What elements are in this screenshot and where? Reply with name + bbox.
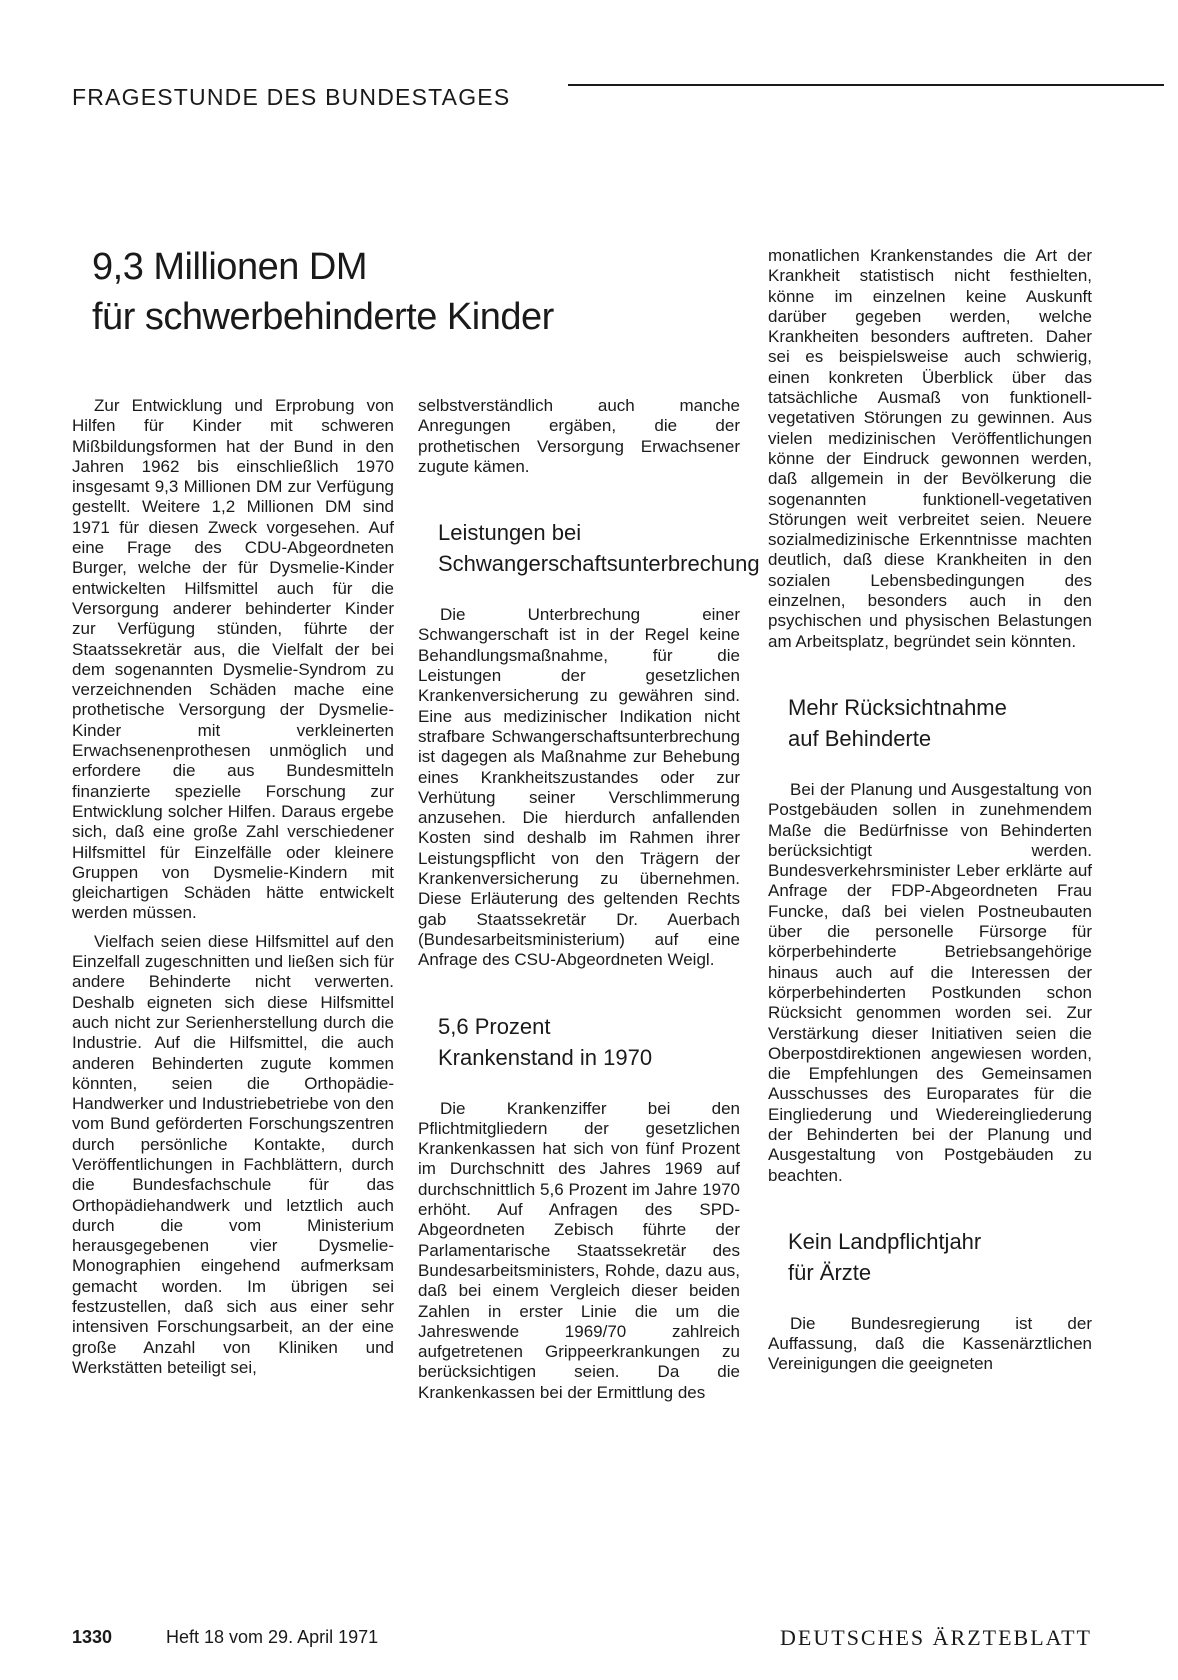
issue-info: Heft 18 vom 29. April 1971 [166, 1627, 379, 1647]
paragraph: Vielfach seien diese Hilfsmittel auf den Einzelfall zugeschnitten und ließen sich für andere Behinderte nicht verwerten. Deshalb eigneten sich diese Hilfsmittel auch nicht zur Serienherstellung durch die Industrie. Auf die Hilfsmittel, die auch anderen Behinderten zugute kommen könnten, seien die Orthopädie-Handwerker und Industriebetriebe von den vom Bund geförderten Forschungszentren durch persönliche Kontakte, durch Veröffentlichungen in Fachblättern, durch die Bundesfachschule für das Orthopädiehandwerk und letztlich auch durch die vom Ministerium herausgegebenen vier Dysmelie-Monographien eingehend aufmerksam gemacht worden. Im übrigen sei festzustellen, daß sich aus einer sehr intensiven Forschungsarbeit, an der eine große Anzahl von Kliniken und Werkstätten beteiligt sei, [72, 931, 394, 1377]
subheading-krankenstand [438, 1011, 740, 1073]
page-number: 1330 [72, 1627, 113, 1647]
subheading-landpflichtjahr [788, 1226, 1092, 1288]
subheading-line: für Ärzte [788, 1259, 872, 1285]
subheading-leistungen: Leistungen bei Schwangerschaftsunterbrechung [438, 520, 760, 577]
page-header [72, 84, 1092, 114]
journal-name: DEUTSCHES ÄRZTEBLATT [780, 1625, 1092, 1650]
subheading-line: Krankenstand in 1970 [438, 1044, 653, 1070]
page-footer [72, 1627, 1092, 1657]
header-rule [568, 84, 1164, 86]
section-title: FRAGESTUNDE DES BUNDESTAGES [72, 84, 511, 110]
subheading-line: Mehr Rücksichtnahme [788, 694, 1007, 720]
paragraph: monatlichen Krankenstandes die Art der Krankheit statistisch nicht festhielten, könne im einzelnen keine Auskunft darüber gegeben werden, welche Krankheiten besonders auftreten. Daher sei es beispielsweise auch schwierig, einen konkreten Überblick über das tatsächliche Ausmaß von funktionell-vegetativen Störungen zu gewinnen. Aus vielen medizinischen Veröffentlichungen könne der Eindruck gewonnen werden, daß allgemein in der Bevölkerung die sogenannten funktionell-vegetativen Störungen weit verbreitet seien. Neuere sozialmedizinische Erkenntnisse machten deutlich, daß diese Krankheiten in den sozialen Lebensbedingungen des einzelnen, besonders auch in den psychischen und physischen Belastungen am Arbeitsplatz, begründet sein könnten. [768, 246, 1092, 651]
text-column-1 [72, 396, 394, 1378]
subheading-line: 5,6 Prozent [438, 1013, 551, 1039]
text-column-3 [768, 246, 1092, 1375]
article-title-line1: 9,3 Millionen DM [92, 246, 367, 288]
article-title-line2: für schwerbehinderte Kinder [92, 296, 554, 338]
text-column-2 [418, 396, 760, 1403]
subheading-line: auf Behinderte [788, 725, 932, 751]
paragraph: Die Bundesregierung ist der Auffassung, daß die Kassenärztlichen Vereinigungen die geeigneten [768, 1313, 1092, 1374]
paragraph: Zur Entwicklung und Erprobung von Hilfen für Kinder mit schweren Mißbildungsformen hat der Bund in den Jahren 1962 bis einschließlich 1970 insgesamt 9,3 Millionen DM zur Verfügung gestellt. Weitere 1,2 Millionen DM sind 1971 für diesen Zweck vorgesehen. Auf eine Frage des CDU-Abgeordneten Burger, welche der für Dysmelie-Kinder entwickelten Hilfsmittel auch für die Versorgung anderer behinderter Kinder zur Verfügung stünden, führte der Staatssekretär aus, die Vielfalt der bei dem sogenannten Dysmelie-Syndrom zu verzeichnenden Schäden mache eine prothetische Versorgung der Dysmelie-Kinder mit verkleinerten Erwachsenenprothesen unmöglich und erfordere die aus Bundesmitteln finanzierte spezielle Forschung zur Entwicklung solcher Hilfen. Daraus ergebe sich, daß eine große Zahl verschiedener Hilfsmittel für Einzelfälle oder kleinere Gruppen von Dysmelie-Kindern mit gleichartigen Schäden hätte entwickelt werden müssen. [72, 396, 394, 923]
article-title [92, 242, 712, 342]
subheading-ruecksichtnahme [788, 692, 1092, 754]
paragraph: Die Unterbrechung einer Schwangerschaft ist in der Regel keine Behandlungsmaßnahme, für die Leistungen der gesetzlichen Krankenversicherung zu gewähren sind. Eine aus medizinischer Indikation nicht strafbare Schwangerschaftsunterbrechung ist dagegen als Maßnahme zur Behebung eines Krankheitszustandes oder zur Verhütung seiner Verschlimmerung anzusehen. Die hierdurch anfallenden Kosten sind deshalb im Rahmen ihrer Leistungspflicht von den Trägern der Krankenversicherung zu übernehmen. Diese Erläuterung des geltenden Rechts gab Staatssekretär Dr. Auerbach (Bundesarbeitsministerium) auf eine Anfrage des CSU-Abgeordneten Weigl. [418, 605, 740, 970]
paragraph: Die Krankenziffer bei den Pflichtmitgliedern der gesetzlichen Krankenkassen hat sich von fünf Prozent im Durchschnitt des Jahres 1969 auf durchschnittlich 5,6 Prozent im Jahre 1970 erhöht. Auf Anfragen des SPD-Abgeordneten Zebisch führte der Parlamentarische Staatssekretär des Bundesarbeitsministers, Rohde, dazu aus, daß bei einem Vergleich dieser beiden Zahlen in erster Linie die um die Jahreswende 1969/70 zahlreich aufgetretenen Grippeerkrankungen zu berücksichtigen seien. Da die Krankenkassen bei der Ermittlung des [418, 1098, 740, 1402]
paragraph: selbstverständlich auch manche Anregungen ergäben, die der prothetischen Versorgung Erwachsener zugute kämen. [418, 396, 740, 476]
paragraph: Bei der Planung und Ausgestaltung von Postgebäuden sollen in zunehmendem Maße die Bedürfnisse von Behinderten berücksichtigt werden. Bundesverkehrsminister Leber erklärte auf Anfrage der FDP-Abgeordneten Frau Funcke, daß bei vielen Postneubauten über die personelle Fürsorge für körperbehinderte Betriebsangehörige hinaus auch auf die Interessen der körperbehinderten Postkunden schon Rücksicht genommen worden sei. Zur Verstärkung dieser Initiativen seien die Oberpostdirektionen angewiesen worden, die Empfehlungen des Gemeinsamen Ausschusses des Europarates für die Eingliederung und Wiedereingliederung der Behinderten bei der Planung und Ausgestaltung von Postgebäuden zu beachten. [768, 779, 1092, 1185]
subheading-line: Kein Landpflichtjahr [788, 1228, 982, 1254]
